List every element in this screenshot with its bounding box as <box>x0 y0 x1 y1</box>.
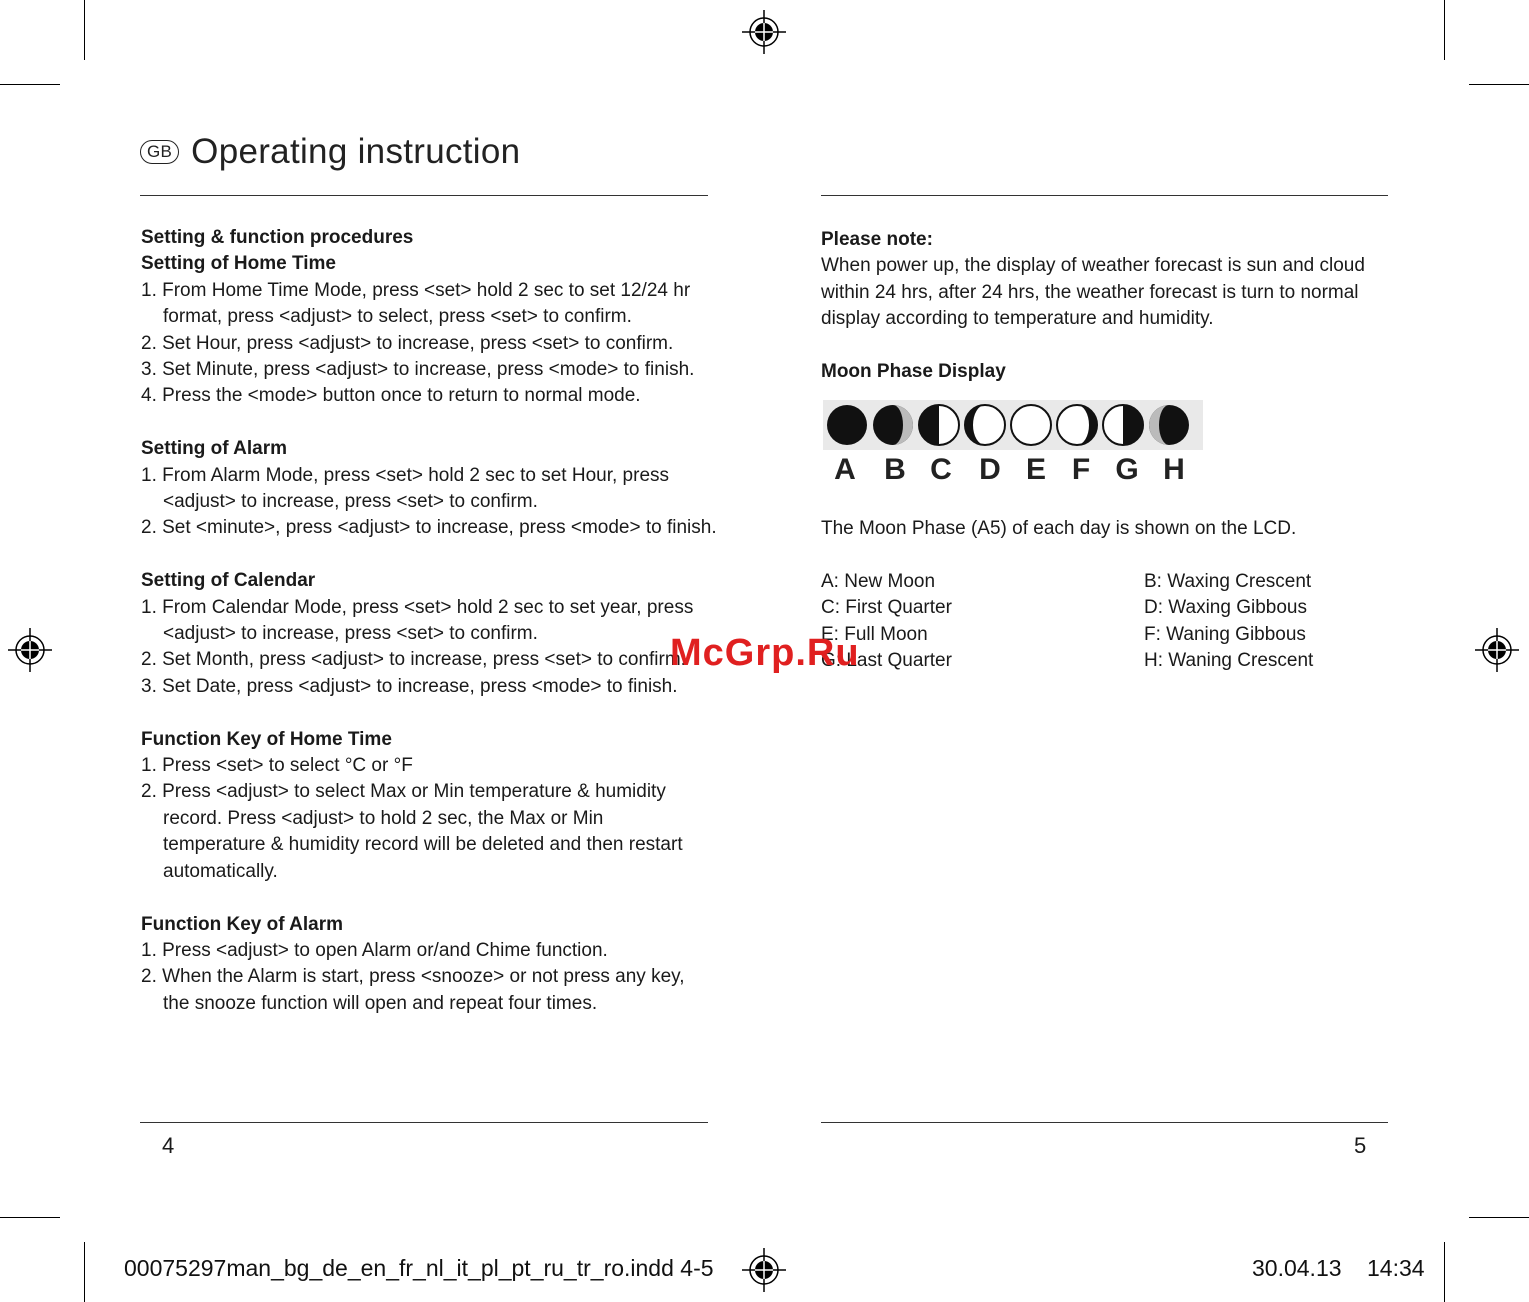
crop-mark <box>1444 0 1445 60</box>
moon-last-quarter-icon <box>1103 405 1143 445</box>
list-item: 1. From Alarm Mode, press <set> hold 2 sec to set Hour, press <adjust> to increase, press <set> to confirm. <box>141 464 670 513</box>
phase-item: H: Waning Crescent <box>1144 650 1314 672</box>
crop-mark <box>0 84 60 85</box>
page-title <box>140 132 520 172</box>
phase-item: G: Last Quarter <box>821 650 952 672</box>
moon-waxing-crescent-icon <box>873 405 913 445</box>
moon-letter: E <box>1025 453 1046 486</box>
list-item: 1. Press <set> to select °C or °F <box>141 755 413 777</box>
note-text: When power up, the display of weather forecast is sun and cloud within 24 hrs, after 24 hrs, the weather forecast is turn to normal display according to temperature and humidity. <box>821 255 1365 330</box>
slug-filename: 00075297man_bg_de_en_fr_nl_it_pl_pt_ru_tr_ro.indd 4-5 <box>124 1255 714 1281</box>
list-item: 2. When the Alarm is start, press <snooze> or not press any key, the snooze function will open and repeat four times. <box>141 966 685 1014</box>
list-item: 1. From Home Time Mode, press <set> hold 2 sec to set 12/24 hr format, press <adjust> to select, press <set> to confirm. <box>141 279 691 328</box>
list-item: 2. Set Hour, press <adjust> to increase, press <set> to confirm. <box>141 332 674 354</box>
moon-phase-strip <box>823 400 1203 450</box>
slug-date: 30.04.13 <box>1252 1255 1342 1281</box>
moon-waning-gibbous-icon <box>1057 405 1097 445</box>
crop-mark <box>84 0 85 60</box>
moon-caption: The Moon Phase (A5) of each day is shown on the LCD. <box>821 518 1297 539</box>
registration-mark-icon <box>8 628 52 672</box>
heading-alarm: Setting of Alarm <box>141 438 288 460</box>
note-heading: Please note: <box>821 229 933 250</box>
heading-home-time: Setting of Home Time <box>141 253 336 275</box>
moon-letter: F <box>1071 453 1091 486</box>
moon-letter: G <box>1115 453 1139 486</box>
list-item: 3. Set Minute, press <adjust> to increase, press <mode> to finish. <box>141 359 695 381</box>
watermark: McGrp.Ru <box>670 632 860 674</box>
moon-full-icon <box>1011 405 1051 445</box>
moon-letter: C <box>930 453 952 486</box>
registration-mark-icon <box>742 1248 786 1292</box>
moon-heading: Moon Phase Display <box>821 361 1006 383</box>
left-column <box>141 225 721 1017</box>
heading-calendar: Setting of Calendar <box>141 570 316 592</box>
title-text: Operating instruction <box>191 132 521 171</box>
phase-item: B: Waxing Crescent <box>1144 571 1312 592</box>
moon-new-icon <box>827 405 867 445</box>
moon-letter: H <box>1163 453 1185 486</box>
divider <box>821 1122 1388 1123</box>
section-title: Setting & function procedures <box>141 227 414 248</box>
list-item: 4. Press the <mode> button once to return to normal mode. <box>141 385 641 407</box>
list-item: 2. Set Month, press <adjust> to increase, press <set> to confirm. <box>141 649 686 671</box>
moon-letter: D <box>979 453 1001 486</box>
crop-mark <box>1444 1242 1445 1302</box>
list-item: 3. Set Date, press <adjust> to increase, press <mode> to finish. <box>141 675 678 697</box>
crop-mark <box>1469 84 1529 85</box>
divider <box>140 1122 708 1123</box>
language-badge: GB <box>140 140 179 164</box>
moon-letter: A <box>834 453 856 486</box>
list-item: 2. Set <minute>, press <adjust> to increase, press <mode> to finish. <box>141 517 717 539</box>
list-item: 2. Press <adjust> to select Max or Min temperature & humidity record. Press <adjust> to hold 2 sec, the Max or Min temperature & humidity record will be deleted and then restart automatically. <box>141 781 683 882</box>
page-number-right: 5 <box>1354 1133 1367 1158</box>
heading-function-alarm: Function Key of Alarm <box>141 913 343 935</box>
page-number-left: 4 <box>162 1133 175 1158</box>
moon-waxing-gibbous-icon <box>965 405 1005 445</box>
crop-mark <box>84 1242 85 1302</box>
heading-function-home: Function Key of Home Time <box>141 728 392 750</box>
registration-mark-icon <box>1475 628 1519 672</box>
phase-item: D: Waxing Gibbous <box>1144 597 1307 619</box>
crop-mark <box>1469 1217 1529 1218</box>
divider <box>821 195 1388 196</box>
crop-mark <box>0 1217 60 1218</box>
divider <box>140 195 708 196</box>
phase-item: F: Waning Gibbous <box>1144 623 1306 645</box>
phase-item: C: First Quarter <box>821 597 952 619</box>
list-item: 1. Press <adjust> to open Alarm or/and Chime function. <box>141 939 608 961</box>
registration-mark-icon <box>742 10 786 54</box>
phase-item: E: Full Moon <box>821 623 928 645</box>
phase-item: A: New Moon <box>821 571 936 592</box>
moon-letter: B <box>884 453 906 486</box>
right-column <box>821 227 1381 385</box>
phase-legend-right <box>1144 569 1313 675</box>
moon-first-quarter-icon <box>919 405 959 445</box>
slug-time: 14:34 <box>1367 1255 1425 1281</box>
list-item: 1. From Calendar Mode, press <set> hold 2 sec to set year, press <adjust> to increase, press <set> to confirm. <box>141 596 694 645</box>
moon-waning-crescent-icon <box>1149 405 1189 445</box>
